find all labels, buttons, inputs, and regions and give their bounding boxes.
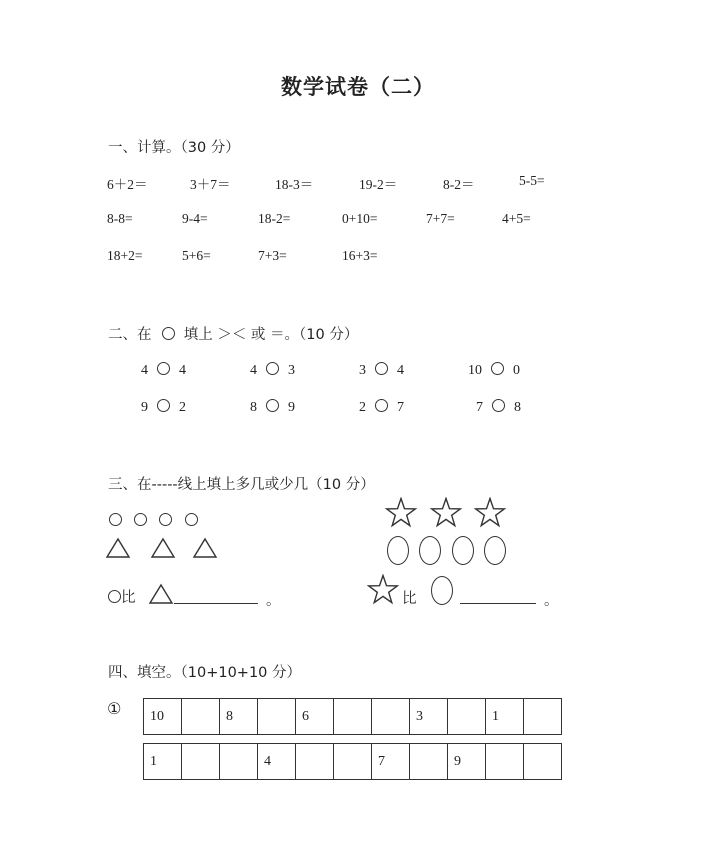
compare-circle-triangle xyxy=(108,586,136,607)
compare-blank-circle[interactable] xyxy=(375,399,388,412)
answer-blank[interactable] xyxy=(174,603,258,604)
grid-cell[interactable] xyxy=(182,744,220,780)
section3-heading: 三、在-----线上填上多几或少几（10 分） xyxy=(108,477,375,493)
compare-blank-circle[interactable] xyxy=(157,362,170,375)
triangle-icon xyxy=(152,539,174,557)
circle-icon xyxy=(134,513,147,526)
compare-blank-circle[interactable] xyxy=(491,362,504,375)
grid-cell[interactable]: 7 xyxy=(372,744,410,780)
compare-item xyxy=(141,362,186,379)
grid-cell[interactable]: 9 xyxy=(448,744,486,780)
grid-cell[interactable]: 1 xyxy=(144,744,182,780)
compare-blank-circle[interactable] xyxy=(266,399,279,412)
item-marker: ① xyxy=(107,699,122,718)
section2-heading-suffix: 填上 ＞＜ 或 ＝。（10 分） xyxy=(183,327,359,343)
compare-blank-circle[interactable] xyxy=(492,399,505,412)
compare-right-number: 9 xyxy=(288,400,295,415)
oval-icon xyxy=(452,536,474,565)
compare-item xyxy=(359,362,404,379)
compare-right-number: 7 xyxy=(397,400,404,415)
grid-cell[interactable]: 4 xyxy=(258,744,296,780)
section4-heading: 四、填空。（10+10+10 分） xyxy=(108,665,302,681)
grid-cell[interactable] xyxy=(410,744,448,780)
compare-word: 比 xyxy=(121,590,136,606)
compare-item xyxy=(250,399,295,416)
calc-problem: 5+6= xyxy=(182,248,211,263)
triangle-icon xyxy=(107,539,129,557)
compare-right-number: 2 xyxy=(179,400,186,415)
page-title: 数学试卷（二） xyxy=(281,75,435,99)
compare-left-number: 4 xyxy=(250,363,257,378)
compare-word: 比 xyxy=(402,591,417,607)
circle-icon xyxy=(185,513,198,526)
oval-icon xyxy=(431,576,453,605)
compare-right-number: 0 xyxy=(513,363,520,378)
grid-cell[interactable]: 8 xyxy=(220,699,258,735)
calc-problem: 8-8= xyxy=(107,211,133,226)
oval-icon xyxy=(419,536,441,565)
oval-icon xyxy=(484,536,506,565)
oval-icon xyxy=(387,536,409,565)
grid-cell[interactable]: 3 xyxy=(410,699,448,735)
circle-icon xyxy=(109,513,122,526)
calc-problem: 0+10= xyxy=(342,211,378,226)
grid-cell[interactable] xyxy=(258,699,296,735)
grid-cell[interactable]: 10 xyxy=(144,699,182,735)
circle-icon xyxy=(162,327,175,340)
compare-item xyxy=(141,399,186,416)
calc-problem: 18-3＝ xyxy=(275,177,314,192)
triangle-icon xyxy=(148,582,176,606)
compare-item xyxy=(250,362,295,379)
triangle-row xyxy=(105,536,225,560)
section1-heading: 一、计算。（30 分） xyxy=(108,140,240,156)
calc-problem: 3＋7＝ xyxy=(190,177,231,192)
number-grid xyxy=(143,743,562,780)
calc-problem: 5-5= xyxy=(519,173,545,188)
answer-blank[interactable] xyxy=(460,603,536,604)
compare-right-number: 8 xyxy=(514,400,521,415)
star-icon xyxy=(432,499,461,526)
compare-blank-circle[interactable] xyxy=(266,362,279,375)
number-grid xyxy=(143,698,562,735)
compare-item xyxy=(468,362,520,379)
compare-item xyxy=(476,399,521,416)
grid-cell[interactable] xyxy=(524,699,562,735)
compare-right-number: 3 xyxy=(288,363,295,378)
compare-left-number: 10 xyxy=(468,363,482,378)
calc-problem: 16+3= xyxy=(342,248,378,263)
compare-left-number: 9 xyxy=(141,400,148,415)
grid-cell[interactable] xyxy=(372,699,410,735)
grid-cell[interactable] xyxy=(486,744,524,780)
compare-right-number: 4 xyxy=(397,363,404,378)
compare-item xyxy=(359,399,404,416)
calc-problem: 7+3= xyxy=(258,248,287,263)
calc-problem: 18+2= xyxy=(107,248,143,263)
calc-problem: 6＋2＝ xyxy=(107,177,148,192)
grid-cell[interactable] xyxy=(182,699,220,735)
compare-left-number: 2 xyxy=(359,400,366,415)
grid-cell[interactable] xyxy=(448,699,486,735)
calc-problem: 7+7= xyxy=(426,211,455,226)
triangle-icon xyxy=(194,539,216,557)
circle-icon xyxy=(159,513,172,526)
calc-problem: 4+5= xyxy=(502,211,531,226)
grid-cell[interactable]: 6 xyxy=(296,699,334,735)
grid-cell[interactable] xyxy=(334,744,372,780)
compare-blank-circle[interactable] xyxy=(375,362,388,375)
calc-problem: 19-2＝ xyxy=(359,177,398,192)
star-icon xyxy=(476,499,505,526)
section2-heading-prefix: 二、在 xyxy=(108,327,152,343)
grid-cell[interactable] xyxy=(334,699,372,735)
compare-right-number: 4 xyxy=(179,363,186,378)
compare-left-number: 7 xyxy=(476,400,483,415)
grid-cell[interactable] xyxy=(220,744,258,780)
compare-left-number: 4 xyxy=(141,363,148,378)
star-row xyxy=(384,497,514,529)
calc-problem: 8-2＝ xyxy=(443,177,475,192)
grid-cell[interactable]: 1 xyxy=(486,699,524,735)
circle-icon xyxy=(108,590,121,603)
section2-heading xyxy=(108,323,358,344)
calc-problem: 18-2= xyxy=(258,211,291,226)
compare-left-number: 3 xyxy=(359,363,366,378)
star-icon xyxy=(387,499,416,526)
grid-cell[interactable] xyxy=(296,744,334,780)
grid-cell[interactable] xyxy=(524,744,562,780)
calc-problem: 9-4= xyxy=(182,211,208,226)
compare-left-number: 8 xyxy=(250,400,257,415)
star-icon xyxy=(366,574,400,606)
compare-blank-circle[interactable] xyxy=(157,399,170,412)
sentence-end: 。 xyxy=(544,593,559,609)
sentence-end: 。 xyxy=(266,593,281,609)
